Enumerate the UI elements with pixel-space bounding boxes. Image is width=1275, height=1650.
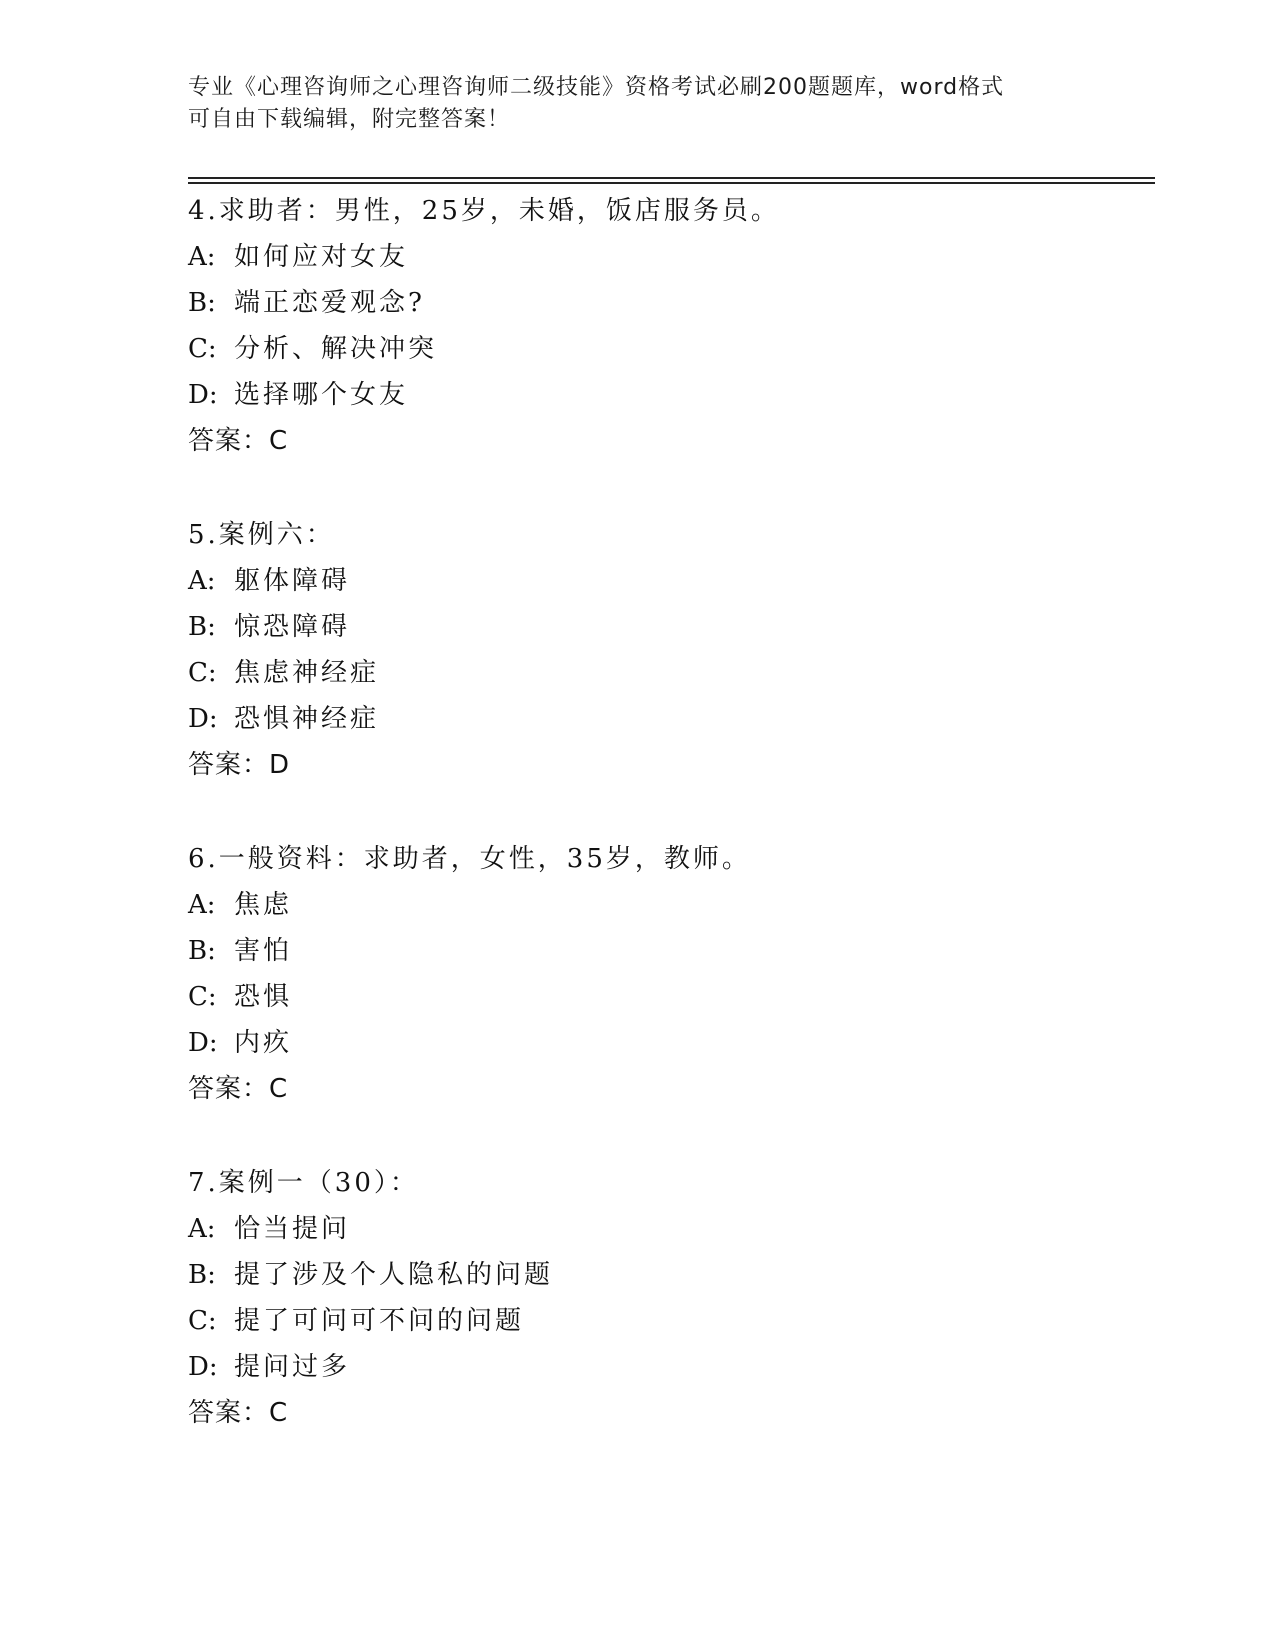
answer-line: 答案：C <box>188 1398 289 1428</box>
answer-line: 答案：D <box>188 750 291 780</box>
option-text: 惊恐障碍 <box>234 612 351 642</box>
option-text: 选择哪个女友 <box>234 380 409 410</box>
option-letter: C: <box>188 982 217 1012</box>
question-list <box>188 188 1148 1484</box>
document-header <box>188 72 1088 136</box>
question-stem: 5.案例六： <box>188 520 335 550</box>
option-letter: D: <box>188 1352 218 1382</box>
option-c <box>188 650 1148 696</box>
option-c <box>188 974 1148 1020</box>
option-text: 如何应对女友 <box>234 242 409 272</box>
option-a <box>188 558 1148 604</box>
question-stem: 6.一般资料：求助者，女性，35岁，教师。 <box>188 844 751 874</box>
option-letter: A: <box>188 566 216 596</box>
option-c <box>188 1298 1148 1344</box>
header-divider-bottom <box>188 182 1155 184</box>
option-text: 内疚 <box>234 1028 293 1058</box>
question-block-6 <box>188 836 1148 1112</box>
option-text: 端正恋爱观念? <box>234 288 425 318</box>
option-text: 恐惧神经症 <box>234 704 380 734</box>
question-stem: 7.案例一（30）： <box>188 1168 419 1198</box>
option-letter: A: <box>188 242 216 272</box>
option-d <box>188 1344 1148 1390</box>
option-b <box>188 604 1148 650</box>
option-d <box>188 372 1148 418</box>
option-text: 分析、解决冲突 <box>234 334 438 364</box>
option-a <box>188 1206 1148 1252</box>
answer-line: 答案：C <box>188 1074 289 1104</box>
option-letter: D: <box>188 380 218 410</box>
header-divider-top <box>188 177 1155 179</box>
header-line-1: 专业《心理咨询师之心理咨询师二级技能》资格考试必刷200题题库，word格式 <box>188 75 1005 100</box>
option-text: 恐惧 <box>234 982 293 1012</box>
answer-line: 答案：C <box>188 426 289 456</box>
option-letter: A: <box>188 890 216 920</box>
option-text: 恰当提问 <box>234 1214 351 1244</box>
option-b <box>188 928 1148 974</box>
option-letter: D: <box>188 1028 218 1058</box>
question-block-4 <box>188 188 1148 464</box>
option-d <box>188 1020 1148 1066</box>
option-letter: C: <box>188 658 217 688</box>
option-b <box>188 280 1148 326</box>
header-line-2: 可自由下载编辑，附完整答案！ <box>188 107 511 132</box>
option-letter: B: <box>188 1260 216 1290</box>
option-text: 焦虑 <box>234 890 293 920</box>
option-text: 提了可问可不问的问题 <box>234 1306 525 1336</box>
option-letter: B: <box>188 936 216 966</box>
option-letter: C: <box>188 334 217 364</box>
option-text: 害怕 <box>234 936 293 966</box>
option-d <box>188 696 1148 742</box>
option-letter: A: <box>188 1214 216 1244</box>
question-stem: 4.求助者：男性，25岁，未婚，饭店服务员。 <box>188 196 780 226</box>
question-block-5 <box>188 512 1148 788</box>
option-letter: B: <box>188 612 216 642</box>
option-b <box>188 1252 1148 1298</box>
option-letter: B: <box>188 288 216 318</box>
option-text: 焦虑神经症 <box>234 658 380 688</box>
option-text: 提了涉及个人隐私的问题 <box>234 1260 554 1290</box>
option-a <box>188 234 1148 280</box>
option-text: 躯体障碍 <box>234 566 351 596</box>
option-text: 提问过多 <box>234 1352 351 1382</box>
option-letter: C: <box>188 1306 217 1336</box>
option-a <box>188 882 1148 928</box>
option-letter: D: <box>188 704 218 734</box>
option-c <box>188 326 1148 372</box>
question-block-7 <box>188 1160 1148 1436</box>
